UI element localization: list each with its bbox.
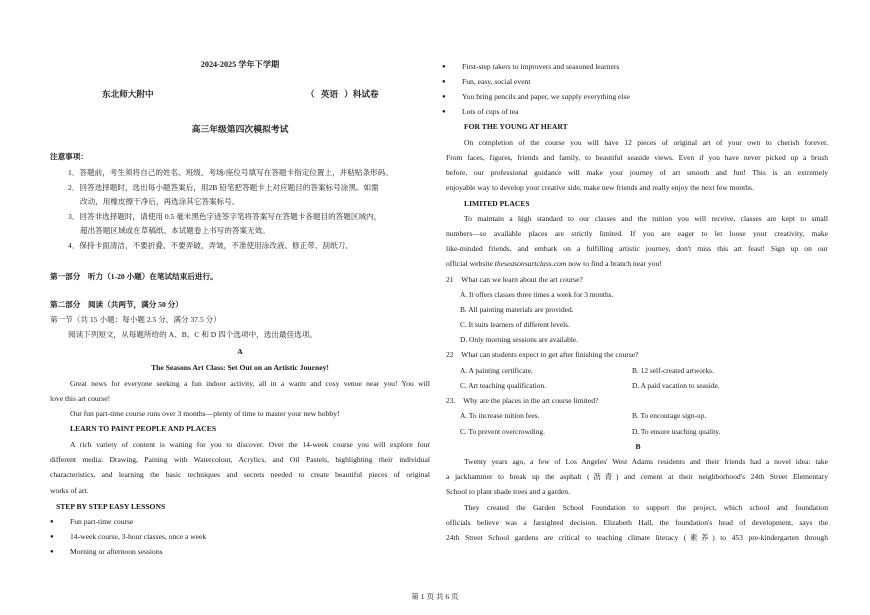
answer-option: B. 12 self-created artworks.	[632, 366, 714, 375]
text-fragment: now to find a branch near you!	[566, 259, 662, 268]
passage-a-letter: A	[237, 347, 243, 356]
passage-b-letter: B	[635, 442, 641, 451]
note-item: 1．答题前，考生须将自己的姓名、班级、考场/座位号填写在答题卡指定位置上，并粘贴条形码。	[68, 168, 393, 177]
section-heading: FOR THE YOUNG AT HEART	[464, 122, 568, 131]
paragraph-line: To maintain a high standard to our classes and the tuition you will receive, classes are kept to small	[464, 214, 828, 223]
question-stem: 21 What can we learn about the art course?	[446, 275, 583, 284]
note-item: 3．回答非选择题时，请使用 0.5 毫米黑色字迹签字笔将答案写在答题卡各题目的答题区域内，	[68, 212, 382, 221]
answer-option: A. A painting certificate.	[460, 366, 533, 375]
question-stem: 23. Why are the places in the art course limited?	[446, 396, 599, 405]
paragraph-line: before, our professional guidance will make your journey of art smooth and fun! This is an extremely	[446, 168, 828, 177]
answer-option: B. To encourage sign-up.	[632, 411, 707, 420]
passage-a-title: The Seasons Art Class: Set Out on an Artistic Journey!	[151, 363, 329, 372]
paragraph-line: different media: Drawing, Paining with Watercolour, Acrylics, and Oil Pastels, highlighting their individual	[50, 455, 430, 464]
bullet-item: ● Morning or afternoon sessions	[70, 547, 163, 557]
paragraph-line	[446, 259, 662, 269]
bullet-item: ● Lots of cups of tea	[462, 107, 519, 117]
answer-option: A. It offers classes three times a week for 3 months.	[460, 290, 614, 299]
exam-term: 2024-2025 学年下学期	[200, 60, 280, 69]
answer-option: C. To prevent overcrowding.	[460, 427, 545, 436]
question-stem: 22 What can students expect to get after finishing the course?	[446, 350, 639, 359]
section-heading: STEP BY STEP EASY LESSONS	[56, 502, 166, 511]
answer-option: D. To ensure teaching quality.	[632, 427, 721, 436]
exam-title: 高三年级第四次模拟考试	[191, 124, 289, 134]
subject-name: 英语	[320, 89, 338, 99]
subject-open: （	[306, 89, 315, 99]
answer-option: D. A paid vacation to seaside.	[632, 381, 720, 390]
paragraph-line: numbers—so available places are strictly limited. If you are eager to let loose your creativity, make	[446, 229, 828, 238]
paragraph-line: They created the Garden School Foundation to support the project, which school and foundation	[464, 503, 828, 512]
paragraph-line: Our fun part-time course runs over 3 months—plenty of time to master your new hobby!	[70, 409, 340, 418]
bullet-item: ● 14-week course, 3-hour classes, once a week	[70, 532, 206, 542]
paragraph-line: A rich variety of content is waiting for you to discover. Over the 14-week course you will explore four	[70, 440, 430, 449]
paragraph-line: a jackhammer to break up the asphalt (沥青) and cement at their neighborhood's 24th Street Elementary	[446, 472, 828, 481]
part-one: 第一部分 听力（1-20 小题）在笔试结束后进行。	[50, 272, 218, 281]
answer-option: D. Only morning sessions are available.	[460, 335, 579, 344]
note-item: 超出答题区域或在草稿纸、本试题卷上书写的答案无效。	[80, 226, 270, 235]
note-item: 改动，用橡皮擦干净后，再选涂其它答案标号。	[80, 197, 240, 206]
bullet-item: ● Fun, easy, social event	[462, 77, 530, 87]
paragraph-line: From faces, figures, friends and family, to beautiful seaside views. Even if you have never picked up a brush	[446, 153, 828, 162]
answer-option: B. All painting materials are provided.	[460, 305, 574, 314]
bullet-item: ● You bring pencils and paper, we supply everything else	[462, 92, 630, 102]
bullet-item: ● First-step takers to improvers and seasoned learners	[462, 62, 619, 72]
section-heading: LEARN TO PAINT PEOPLE AND PLACES	[70, 424, 217, 433]
paragraph-line: 24th Street School gardens are critical to teaching climate literacy (素养) to 453 pre-kindergarten through	[446, 533, 828, 542]
text-fragment: official website	[446, 259, 495, 268]
paragraph-line: works of art.	[50, 486, 89, 495]
school-name: 东北师大附中	[102, 89, 154, 99]
note-item: 4．保持卡面清洁，不要折叠、不要弄破、弄皱，不准使用涂改液、修正带、刮纸刀。	[68, 241, 353, 250]
paragraph-line: On completion of the course you will have 12 pieces of original art of your own to cherish forever.	[464, 138, 828, 147]
answer-option: C. Art teaching qualification.	[460, 381, 546, 390]
paragraph-line: officials believe was a farsighted decision. Elizabeth Hall, the foundation's head of development, says the	[446, 518, 828, 527]
subject-line	[306, 89, 379, 99]
answer-option: A. To increase tuition fees.	[460, 411, 540, 420]
paragraph-line: enjoyable way to develop your creative side, make new friends and really enjoy the next few months.	[446, 183, 754, 192]
paragraph-line: love this art course!	[50, 394, 111, 403]
paragraph-line: Great news for everyone seeking a fun indoor activity, all in a warm and cosy venue near you! You will	[70, 379, 430, 388]
section-heading: LIMITED PLACES	[464, 199, 530, 208]
subject-close: ）科试卷	[344, 89, 379, 99]
notes-title: 注意事项：	[50, 152, 88, 161]
paragraph-line: School to plant shade trees and a garden.	[446, 487, 570, 496]
answer-option: C. It suits learners of different levels.	[460, 320, 570, 329]
paragraph-line: Twenty years ago, a few of Los Angeles' West Adams residents and their friends had a novel idea: take	[464, 457, 828, 466]
instruction: 阅读下列短文，从每题所给的 A、B、C 和 D 四个选项中，选出最佳选项。	[68, 330, 317, 339]
section-one: 第一节（共 15 小题；每小题 2.5 分，满分 37.5 分）	[50, 315, 221, 324]
paragraph-line: characteristics, and learning the basic techniques and secrets needed to create beautiful pieces of original	[50, 470, 430, 479]
note-item: 2．回答选择题时，选出每小题答案后，用2B 铅笔把答题卡上对应题目的答案标号涂黑。如需	[68, 183, 379, 192]
paragraph-line: like-minded friends, and embark on a fulfilling artistic journey, don't miss this art feast! Sign up on our	[446, 244, 828, 253]
page-footer: 第 1 页 共 6 页	[411, 592, 459, 601]
part-two-title: 第二部分 阅读（共两节，满分 50 分）	[50, 300, 183, 309]
website-link: theseasonsartclass.com	[494, 259, 567, 268]
bullet-item: ● Fun part-time course	[70, 517, 133, 527]
